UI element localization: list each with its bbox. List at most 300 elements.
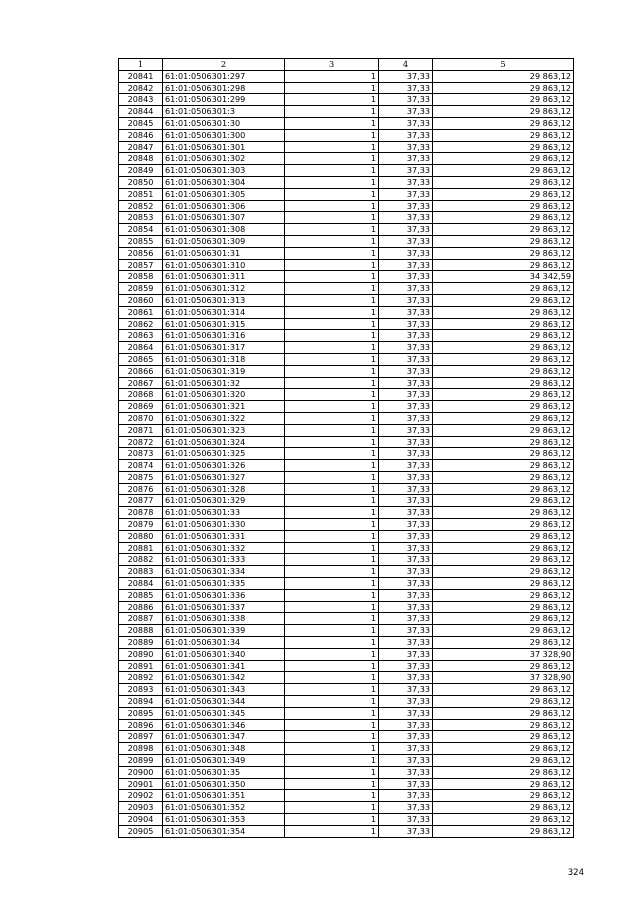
value-cell: 29 863,12 xyxy=(433,542,574,554)
quantity-cell: 1 xyxy=(285,625,379,637)
table-row xyxy=(119,271,574,283)
value-cell: 29 863,12 xyxy=(433,507,574,519)
cadastral-number-cell: 61:01:0506301:330 xyxy=(163,519,285,531)
cadastral-number-cell: 61:01:0506301:321 xyxy=(163,401,285,413)
area-cell: 37,33 xyxy=(379,153,433,165)
quantity-cell: 1 xyxy=(285,566,379,578)
area-cell: 37,33 xyxy=(379,200,433,212)
table-row xyxy=(119,389,574,401)
quantity-cell: 1 xyxy=(285,424,379,436)
value-cell: 29 863,12 xyxy=(433,755,574,767)
column-header-1: 1 xyxy=(119,59,163,71)
row-number-cell: 20862 xyxy=(119,318,163,330)
area-cell: 37,33 xyxy=(379,684,433,696)
quantity-cell: 1 xyxy=(285,70,379,82)
cadastral-number-cell: 61:01:0506301:303 xyxy=(163,165,285,177)
row-number-cell: 20890 xyxy=(119,648,163,660)
cadastral-number-cell: 61:01:0506301:311 xyxy=(163,271,285,283)
cadastral-number-cell: 61:01:0506301:35 xyxy=(163,766,285,778)
quantity-cell: 1 xyxy=(285,530,379,542)
value-cell: 29 863,12 xyxy=(433,589,574,601)
table-row xyxy=(119,129,574,141)
cadastral-number-cell: 61:01:0506301:34 xyxy=(163,637,285,649)
cadastral-number-cell: 61:01:0506301:317 xyxy=(163,342,285,354)
value-cell: 29 863,12 xyxy=(433,412,574,424)
table-row xyxy=(119,601,574,613)
quantity-cell: 1 xyxy=(285,460,379,472)
table-row xyxy=(119,94,574,106)
area-cell: 37,33 xyxy=(379,82,433,94)
cadastral-number-cell: 61:01:0506301:346 xyxy=(163,719,285,731)
quantity-cell: 1 xyxy=(285,353,379,365)
table-row xyxy=(119,448,574,460)
quantity-cell: 1 xyxy=(285,802,379,814)
value-cell: 29 863,12 xyxy=(433,436,574,448)
value-cell: 29 863,12 xyxy=(433,235,574,247)
table-row xyxy=(119,401,574,413)
quantity-cell: 1 xyxy=(285,613,379,625)
row-number-cell: 20901 xyxy=(119,778,163,790)
quantity-cell: 1 xyxy=(285,106,379,118)
table-row xyxy=(119,790,574,802)
table-row xyxy=(119,342,574,354)
row-number-cell: 20855 xyxy=(119,235,163,247)
row-number-cell: 20850 xyxy=(119,176,163,188)
area-cell: 37,33 xyxy=(379,70,433,82)
table-row xyxy=(119,755,574,767)
area-cell: 37,33 xyxy=(379,259,433,271)
quantity-cell: 1 xyxy=(285,719,379,731)
table-row xyxy=(119,530,574,542)
row-number-cell: 20887 xyxy=(119,613,163,625)
quantity-cell: 1 xyxy=(285,519,379,531)
cadastral-number-cell: 61:01:0506301:339 xyxy=(163,625,285,637)
table-row xyxy=(119,412,574,424)
table-row xyxy=(119,141,574,153)
row-number-cell: 20895 xyxy=(119,707,163,719)
quantity-cell: 1 xyxy=(285,601,379,613)
row-number-cell: 20892 xyxy=(119,672,163,684)
table-row xyxy=(119,625,574,637)
table-row xyxy=(119,483,574,495)
area-cell: 37,33 xyxy=(379,224,433,236)
quantity-cell: 1 xyxy=(285,696,379,708)
value-cell: 29 863,12 xyxy=(433,117,574,129)
row-number-cell: 20896 xyxy=(119,719,163,731)
cadastral-number-cell: 61:01:0506301:305 xyxy=(163,188,285,200)
value-cell: 29 863,12 xyxy=(433,625,574,637)
cadastral-number-cell: 61:01:0506301:349 xyxy=(163,755,285,767)
row-number-cell: 20859 xyxy=(119,283,163,295)
row-number-cell: 20884 xyxy=(119,578,163,590)
row-number-cell: 20900 xyxy=(119,766,163,778)
quantity-cell: 1 xyxy=(285,212,379,224)
cadastral-number-cell: 61:01:0506301:344 xyxy=(163,696,285,708)
table-row xyxy=(119,70,574,82)
table-row xyxy=(119,117,574,129)
cadastral-number-cell: 61:01:0506301:314 xyxy=(163,306,285,318)
value-cell: 29 863,12 xyxy=(433,483,574,495)
quantity-cell: 1 xyxy=(285,743,379,755)
quantity-cell: 1 xyxy=(285,153,379,165)
row-number-cell: 20842 xyxy=(119,82,163,94)
quantity-cell: 1 xyxy=(285,224,379,236)
table-body xyxy=(119,70,574,837)
row-number-cell: 20866 xyxy=(119,365,163,377)
quantity-cell: 1 xyxy=(285,283,379,295)
area-cell: 37,33 xyxy=(379,235,433,247)
table-row xyxy=(119,424,574,436)
table-row xyxy=(119,188,574,200)
table-row xyxy=(119,637,574,649)
value-cell: 29 863,12 xyxy=(433,106,574,118)
row-number-cell: 20846 xyxy=(119,129,163,141)
value-cell: 29 863,12 xyxy=(433,766,574,778)
quantity-cell: 1 xyxy=(285,318,379,330)
table-row xyxy=(119,825,574,837)
value-cell: 29 863,12 xyxy=(433,153,574,165)
table-row xyxy=(119,235,574,247)
cadastral-number-cell: 61:01:0506301:32 xyxy=(163,377,285,389)
value-cell: 29 863,12 xyxy=(433,613,574,625)
cadastral-number-cell: 61:01:0506301:315 xyxy=(163,318,285,330)
cadastral-number-cell: 61:01:0506301:332 xyxy=(163,542,285,554)
value-cell: 29 863,12 xyxy=(433,448,574,460)
cadastral-number-cell: 61:01:0506301:323 xyxy=(163,424,285,436)
row-number-cell: 20865 xyxy=(119,353,163,365)
quantity-cell: 1 xyxy=(285,436,379,448)
table-row xyxy=(119,294,574,306)
area-cell: 37,33 xyxy=(379,814,433,826)
row-number-cell: 20847 xyxy=(119,141,163,153)
cadastral-number-cell: 61:01:0506301:324 xyxy=(163,436,285,448)
value-cell: 29 863,12 xyxy=(433,530,574,542)
quantity-cell: 1 xyxy=(285,365,379,377)
quantity-cell: 1 xyxy=(285,507,379,519)
table-row xyxy=(119,283,574,295)
cadastral-number-cell: 61:01:0506301:338 xyxy=(163,613,285,625)
row-number-cell: 20888 xyxy=(119,625,163,637)
row-number-cell: 20903 xyxy=(119,802,163,814)
value-cell: 29 863,12 xyxy=(433,424,574,436)
cadastral-number-cell: 61:01:0506301:313 xyxy=(163,294,285,306)
row-number-cell: 20857 xyxy=(119,259,163,271)
row-number-cell: 20841 xyxy=(119,70,163,82)
area-cell: 37,33 xyxy=(379,377,433,389)
value-cell: 29 863,12 xyxy=(433,389,574,401)
column-header-4: 4 xyxy=(379,59,433,71)
area-cell: 37,33 xyxy=(379,353,433,365)
area-cell: 37,33 xyxy=(379,696,433,708)
cadastral-number-cell: 61:01:0506301:351 xyxy=(163,790,285,802)
value-cell: 29 863,12 xyxy=(433,259,574,271)
table-row xyxy=(119,719,574,731)
area-cell: 37,33 xyxy=(379,448,433,460)
table-row xyxy=(119,554,574,566)
table-row xyxy=(119,707,574,719)
value-cell: 29 863,12 xyxy=(433,165,574,177)
cadastral-number-cell: 61:01:0506301:327 xyxy=(163,471,285,483)
row-number-cell: 20891 xyxy=(119,660,163,672)
cadastral-number-cell: 61:01:0506301:306 xyxy=(163,200,285,212)
row-number-cell: 20856 xyxy=(119,247,163,259)
cadastral-number-cell: 61:01:0506301:298 xyxy=(163,82,285,94)
table-row xyxy=(119,330,574,342)
quantity-cell: 1 xyxy=(285,200,379,212)
row-number-cell: 20882 xyxy=(119,554,163,566)
cadastral-number-cell: 61:01:0506301:328 xyxy=(163,483,285,495)
cadastral-number-cell: 61:01:0506301:352 xyxy=(163,802,285,814)
area-cell: 37,33 xyxy=(379,495,433,507)
cadastral-number-cell: 61:01:0506301:322 xyxy=(163,412,285,424)
row-number-cell: 20905 xyxy=(119,825,163,837)
quantity-cell: 1 xyxy=(285,330,379,342)
value-cell: 29 863,12 xyxy=(433,731,574,743)
value-cell: 29 863,12 xyxy=(433,176,574,188)
area-cell: 37,33 xyxy=(379,707,433,719)
row-number-cell: 20872 xyxy=(119,436,163,448)
table-row xyxy=(119,495,574,507)
row-number-cell: 20863 xyxy=(119,330,163,342)
table-row xyxy=(119,519,574,531)
table-header-row xyxy=(119,59,574,71)
table-row xyxy=(119,731,574,743)
cadastral-number-cell: 61:01:0506301:347 xyxy=(163,731,285,743)
value-cell: 29 863,12 xyxy=(433,684,574,696)
cadastral-number-cell: 61:01:0506301:316 xyxy=(163,330,285,342)
column-header-2: 2 xyxy=(163,59,285,71)
cadastral-number-cell: 61:01:0506301:312 xyxy=(163,283,285,295)
area-cell: 37,33 xyxy=(379,117,433,129)
quantity-cell: 1 xyxy=(285,412,379,424)
table-row xyxy=(119,212,574,224)
area-cell: 37,33 xyxy=(379,483,433,495)
quantity-cell: 1 xyxy=(285,578,379,590)
cadastral-number-cell: 61:01:0506301:348 xyxy=(163,743,285,755)
area-cell: 37,33 xyxy=(379,212,433,224)
quantity-cell: 1 xyxy=(285,825,379,837)
row-number-cell: 20885 xyxy=(119,589,163,601)
row-number-cell: 20898 xyxy=(119,743,163,755)
quantity-cell: 1 xyxy=(285,141,379,153)
table-row xyxy=(119,507,574,519)
value-cell: 29 863,12 xyxy=(433,814,574,826)
row-number-cell: 20844 xyxy=(119,106,163,118)
area-cell: 37,33 xyxy=(379,802,433,814)
area-cell: 37,33 xyxy=(379,778,433,790)
value-cell: 29 863,12 xyxy=(433,778,574,790)
cadastral-number-cell: 61:01:0506301:310 xyxy=(163,259,285,271)
table-row xyxy=(119,566,574,578)
row-number-cell: 20899 xyxy=(119,755,163,767)
row-number-cell: 20870 xyxy=(119,412,163,424)
table-row xyxy=(119,589,574,601)
value-cell: 29 863,12 xyxy=(433,660,574,672)
data-table xyxy=(118,58,574,838)
area-cell: 37,33 xyxy=(379,530,433,542)
area-cell: 37,33 xyxy=(379,766,433,778)
area-cell: 37,33 xyxy=(379,389,433,401)
value-cell: 29 863,12 xyxy=(433,790,574,802)
table-row xyxy=(119,318,574,330)
table-row xyxy=(119,613,574,625)
area-cell: 37,33 xyxy=(379,790,433,802)
value-cell: 29 863,12 xyxy=(433,743,574,755)
row-number-cell: 20878 xyxy=(119,507,163,519)
row-number-cell: 20874 xyxy=(119,460,163,472)
value-cell: 29 863,12 xyxy=(433,129,574,141)
row-number-cell: 20873 xyxy=(119,448,163,460)
column-header-3: 3 xyxy=(285,59,379,71)
area-cell: 37,33 xyxy=(379,424,433,436)
cadastral-number-cell: 61:01:0506301:337 xyxy=(163,601,285,613)
table-row xyxy=(119,778,574,790)
quantity-cell: 1 xyxy=(285,117,379,129)
value-cell: 29 863,12 xyxy=(433,802,574,814)
quantity-cell: 1 xyxy=(285,165,379,177)
cadastral-number-cell: 61:01:0506301:33 xyxy=(163,507,285,519)
cadastral-number-cell: 61:01:0506301:336 xyxy=(163,589,285,601)
table-row xyxy=(119,82,574,94)
cadastral-number-cell: 61:01:0506301:3 xyxy=(163,106,285,118)
table-row xyxy=(119,200,574,212)
table-row xyxy=(119,542,574,554)
area-cell: 37,33 xyxy=(379,566,433,578)
row-number-cell: 20883 xyxy=(119,566,163,578)
row-number-cell: 20881 xyxy=(119,542,163,554)
row-number-cell: 20894 xyxy=(119,696,163,708)
table-row xyxy=(119,224,574,236)
table-row xyxy=(119,106,574,118)
table-row xyxy=(119,743,574,755)
quantity-cell: 1 xyxy=(285,814,379,826)
cadastral-number-cell: 61:01:0506301:318 xyxy=(163,353,285,365)
row-number-cell: 20867 xyxy=(119,377,163,389)
cadastral-number-cell: 61:01:0506301:333 xyxy=(163,554,285,566)
value-cell: 29 863,12 xyxy=(433,696,574,708)
area-cell: 37,33 xyxy=(379,672,433,684)
value-cell: 29 863,12 xyxy=(433,637,574,649)
area-cell: 37,33 xyxy=(379,318,433,330)
column-header-5: 5 xyxy=(433,59,574,71)
table-row xyxy=(119,578,574,590)
row-number-cell: 20848 xyxy=(119,153,163,165)
value-cell: 29 863,12 xyxy=(433,460,574,472)
value-cell: 29 863,12 xyxy=(433,283,574,295)
row-number-cell: 20849 xyxy=(119,165,163,177)
quantity-cell: 1 xyxy=(285,377,379,389)
area-cell: 37,33 xyxy=(379,578,433,590)
row-number-cell: 20886 xyxy=(119,601,163,613)
value-cell: 29 863,12 xyxy=(433,82,574,94)
row-number-cell: 20879 xyxy=(119,519,163,531)
quantity-cell: 1 xyxy=(285,554,379,566)
row-number-cell: 20897 xyxy=(119,731,163,743)
quantity-cell: 1 xyxy=(285,471,379,483)
table-row xyxy=(119,176,574,188)
table-row xyxy=(119,684,574,696)
area-cell: 37,33 xyxy=(379,129,433,141)
quantity-cell: 1 xyxy=(285,755,379,767)
area-cell: 37,33 xyxy=(379,365,433,377)
value-cell: 29 863,12 xyxy=(433,330,574,342)
area-cell: 37,33 xyxy=(379,601,433,613)
area-cell: 37,33 xyxy=(379,283,433,295)
area-cell: 37,33 xyxy=(379,106,433,118)
cadastral-number-cell: 61:01:0506301:326 xyxy=(163,460,285,472)
area-cell: 37,33 xyxy=(379,141,433,153)
quantity-cell: 1 xyxy=(285,766,379,778)
value-cell: 29 863,12 xyxy=(433,353,574,365)
cadastral-number-cell: 61:01:0506301:302 xyxy=(163,153,285,165)
row-number-cell: 20868 xyxy=(119,389,163,401)
area-cell: 37,33 xyxy=(379,507,433,519)
value-cell: 29 863,12 xyxy=(433,578,574,590)
table-row xyxy=(119,766,574,778)
area-cell: 37,33 xyxy=(379,660,433,672)
cadastral-number-cell: 61:01:0506301:297 xyxy=(163,70,285,82)
value-cell: 29 863,12 xyxy=(433,601,574,613)
value-cell: 34 342,59 xyxy=(433,271,574,283)
value-cell: 29 863,12 xyxy=(433,719,574,731)
area-cell: 37,33 xyxy=(379,436,433,448)
row-number-cell: 20858 xyxy=(119,271,163,283)
cadastral-number-cell: 61:01:0506301:308 xyxy=(163,224,285,236)
table-row xyxy=(119,377,574,389)
row-number-cell: 20876 xyxy=(119,483,163,495)
row-number-cell: 20864 xyxy=(119,342,163,354)
value-cell: 37 328,90 xyxy=(433,672,574,684)
quantity-cell: 1 xyxy=(285,306,379,318)
table-row xyxy=(119,814,574,826)
cadastral-number-cell: 61:01:0506301:342 xyxy=(163,672,285,684)
value-cell: 29 863,12 xyxy=(433,342,574,354)
row-number-cell: 20845 xyxy=(119,117,163,129)
quantity-cell: 1 xyxy=(285,495,379,507)
row-number-cell: 20852 xyxy=(119,200,163,212)
quantity-cell: 1 xyxy=(285,542,379,554)
value-cell: 29 863,12 xyxy=(433,188,574,200)
quantity-cell: 1 xyxy=(285,672,379,684)
row-number-cell: 20877 xyxy=(119,495,163,507)
area-cell: 37,33 xyxy=(379,306,433,318)
cadastral-number-cell: 61:01:0506301:31 xyxy=(163,247,285,259)
quantity-cell: 1 xyxy=(285,648,379,660)
value-cell: 29 863,12 xyxy=(433,212,574,224)
value-cell: 29 863,12 xyxy=(433,247,574,259)
value-cell: 29 863,12 xyxy=(433,471,574,483)
cadastral-number-cell: 61:01:0506301:350 xyxy=(163,778,285,790)
table-row xyxy=(119,259,574,271)
value-cell: 29 863,12 xyxy=(433,70,574,82)
quantity-cell: 1 xyxy=(285,271,379,283)
area-cell: 37,33 xyxy=(379,613,433,625)
cadastral-number-cell: 61:01:0506301:307 xyxy=(163,212,285,224)
quantity-cell: 1 xyxy=(285,637,379,649)
table-row xyxy=(119,306,574,318)
row-number-cell: 20851 xyxy=(119,188,163,200)
value-cell: 29 863,12 xyxy=(433,554,574,566)
area-cell: 37,33 xyxy=(379,401,433,413)
value-cell: 29 863,12 xyxy=(433,519,574,531)
cadastral-number-cell: 61:01:0506301:354 xyxy=(163,825,285,837)
value-cell: 29 863,12 xyxy=(433,825,574,837)
cadastral-number-cell: 61:01:0506301:299 xyxy=(163,94,285,106)
row-number-cell: 20860 xyxy=(119,294,163,306)
table-row xyxy=(119,802,574,814)
value-cell: 29 863,12 xyxy=(433,401,574,413)
table-row xyxy=(119,153,574,165)
